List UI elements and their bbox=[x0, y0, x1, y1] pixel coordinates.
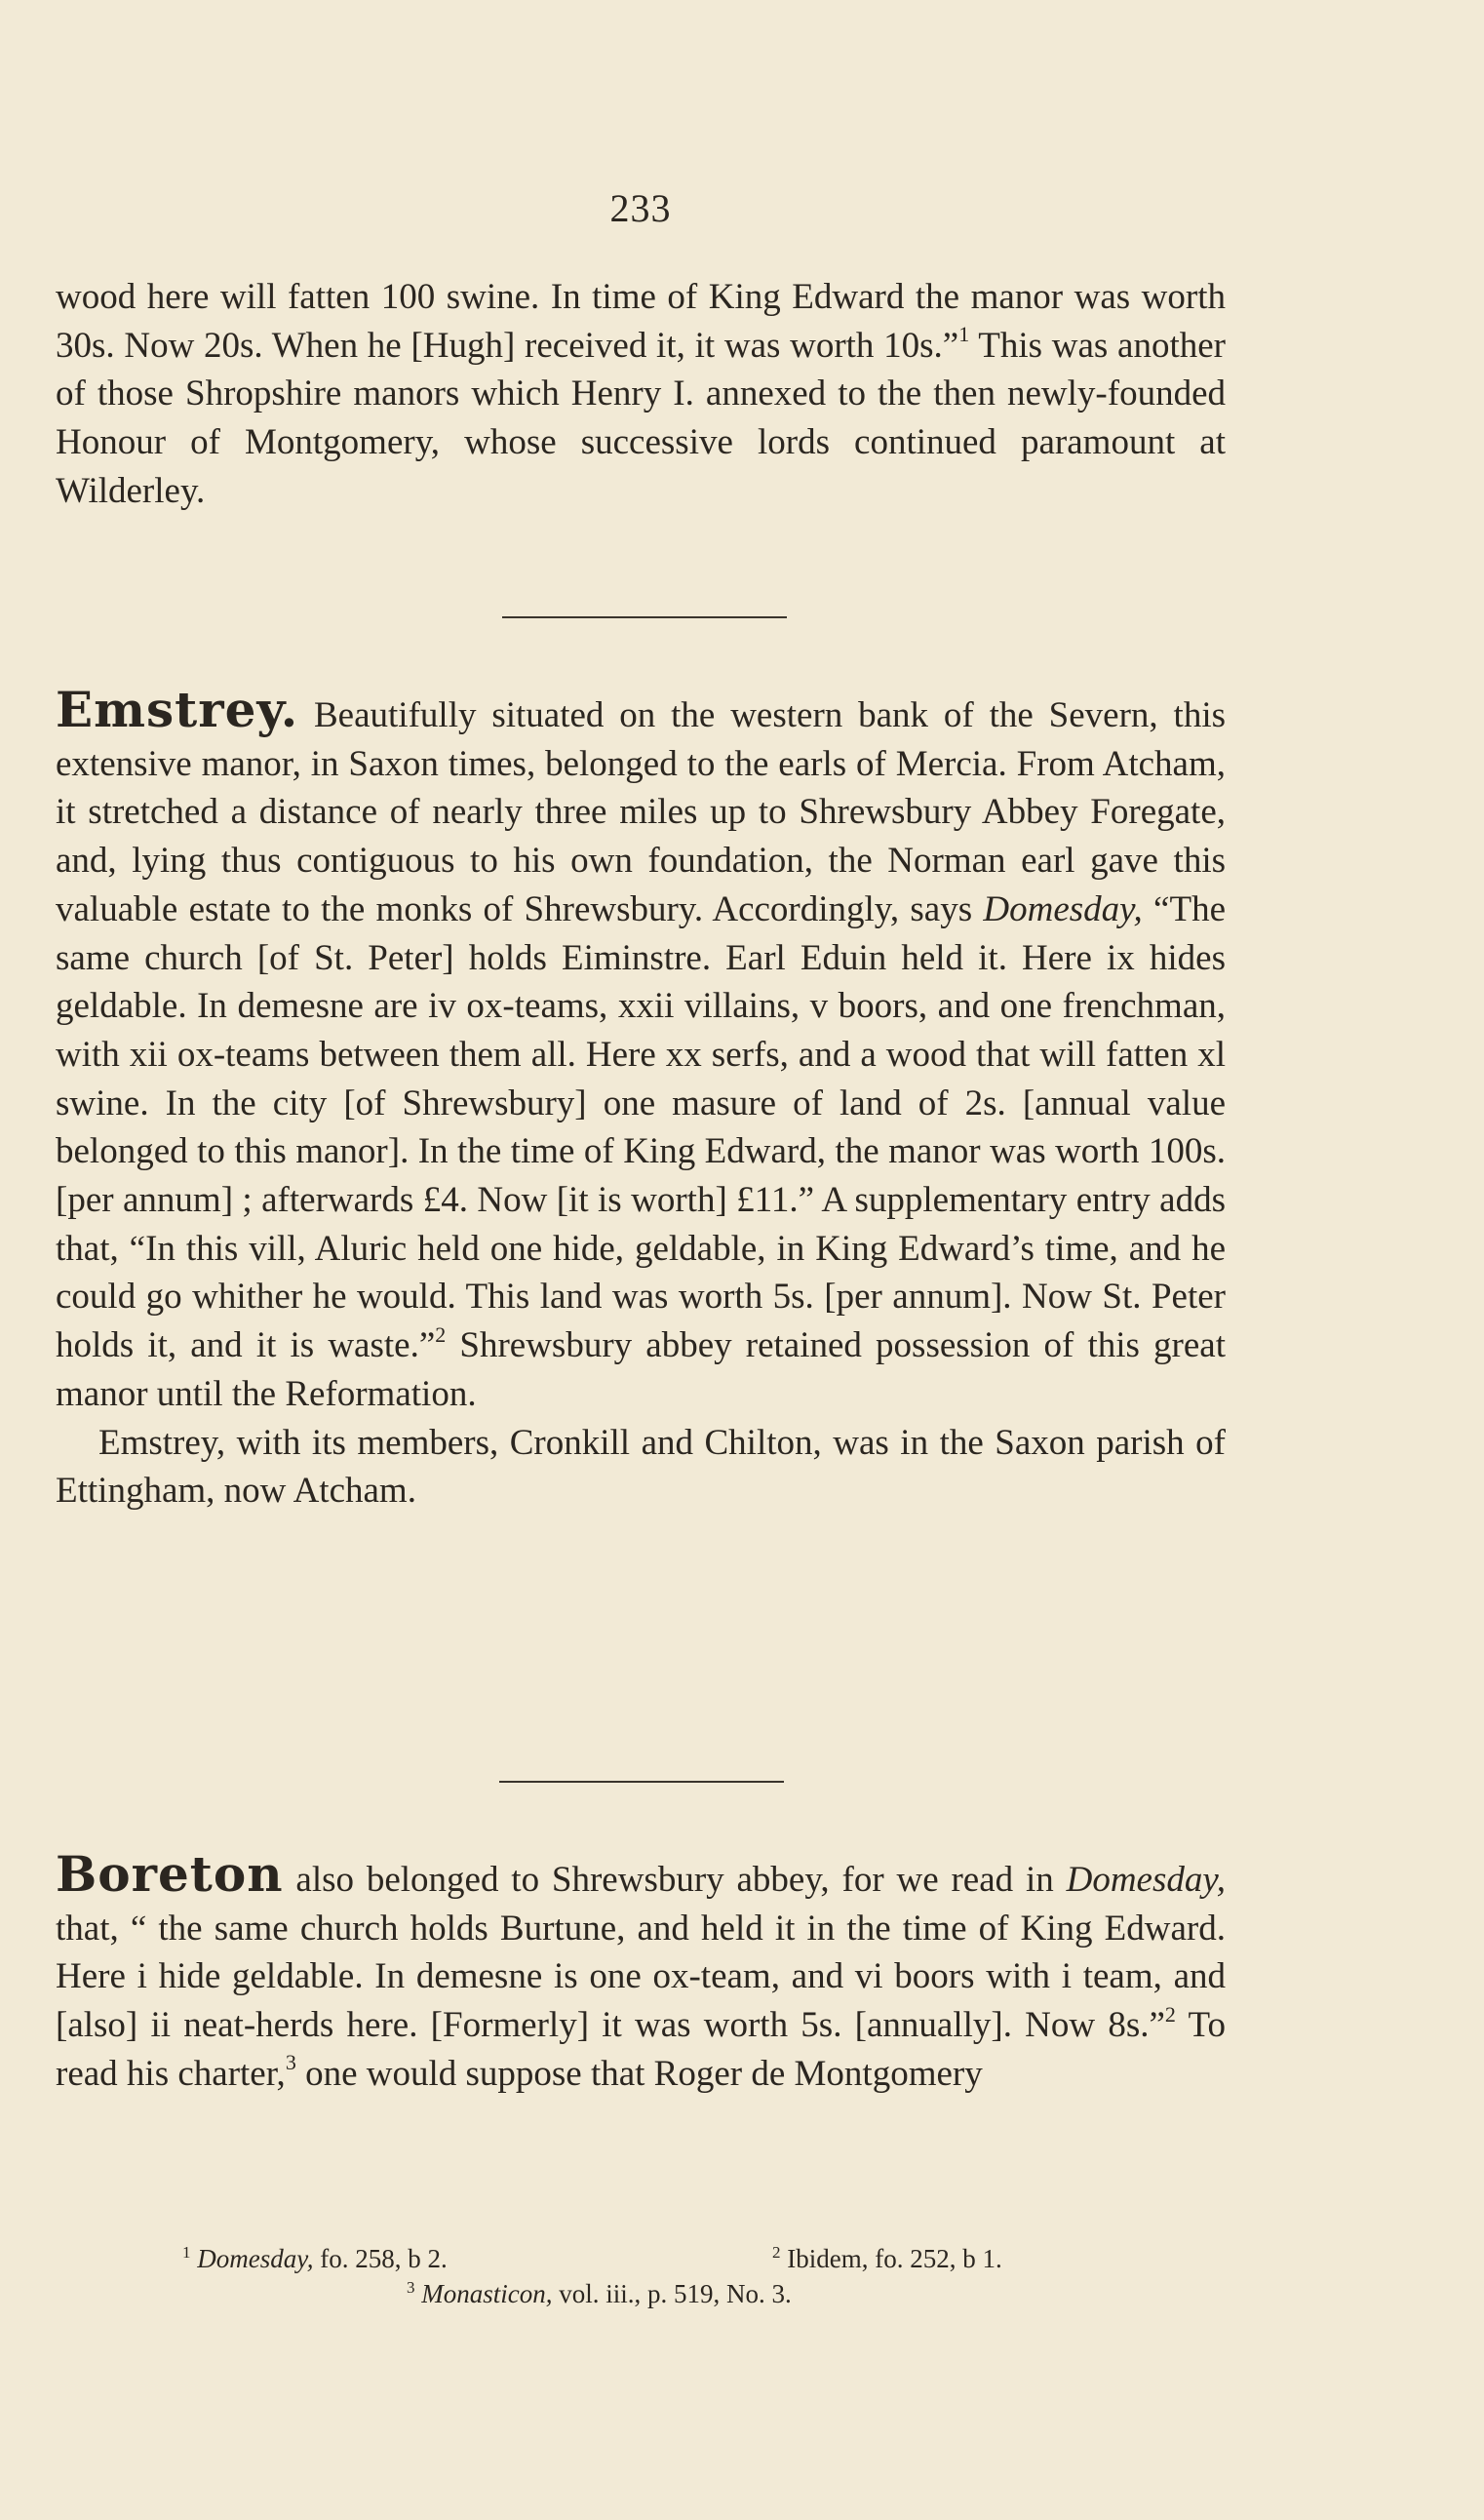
section-divider bbox=[502, 616, 787, 618]
paragraph-text: “The same church [of St. Peter] holds Eiminstre. Earl Eduin held it. Here ix hides geldable. In demesne are iv ox-teams, xxii villains, v boors, and one frenchman, with xii ox-teams between them all. Here xx serfs, and a wood that will fatten xl swine. In the city [of Shrewsbury] one masure of land of 2s. [annual value belonged to this manor]. In the time of King Edward, the manor was worth 100s. [per annum] ; afterwards £4. Now [it is worth] £11.” A supplementary entry adds that, “In this vill, Aluric held one hide, geldable, in King Edward’s time, and he could go whither he would. This land was worth 5s. [per annum]. Now St. Peter holds it, and it is waste.” bbox=[56, 888, 1226, 1366]
paragraph-emstrey bbox=[56, 681, 1226, 1419]
section-heading-boreton: Boreton bbox=[56, 1845, 284, 1903]
footnote-number-3: 3 bbox=[407, 2278, 415, 2297]
footnote-ref-2[interactable]: 2 bbox=[1164, 2001, 1176, 2027]
footnotes bbox=[182, 2241, 1157, 2311]
paragraph-text: This was another of those Shropshire manors which Henry I. annexed to the then newly-founded Honour of Montgomery, whose successive lords continued paramount at Wilderley. bbox=[56, 325, 1226, 511]
paragraph-text: Beautifully situated on the western bank of the Severn, this extensive manor, in Saxon times, belonged to the earls of Mercia. From Atcham, it stretched a distance of nearly three miles up to Shrewsbury Abbey Foregate, and, lying thus contiguous to his own foundation, the Norman earl gave this valuable estate to the monks of Shrewsbury. Accordingly, says bbox=[56, 695, 1226, 929]
domesday-citation: Domesday, bbox=[983, 888, 1143, 929]
footnote-ref-2[interactable]: 2 bbox=[435, 1321, 447, 1347]
paragraph-emstrey-members: Emstrey, with its members, Cronkill and Chilton, was in the Saxon parish of Ettingham, now Atcham. bbox=[56, 1422, 1226, 1512]
paragraph-text: To read his charter, bbox=[56, 2005, 1226, 2094]
footnote-line-2 bbox=[182, 2276, 1157, 2311]
paragraph-text: also belonged to Shrewsbury abbey, for we read in bbox=[283, 1860, 1067, 1900]
domesday-citation: Domesday, bbox=[1066, 1860, 1226, 1900]
footnote-number-2: 2 bbox=[772, 2243, 781, 2262]
footnote-number-1: 1 bbox=[182, 2243, 191, 2262]
footnote-3-ref: vol. iii., p. 519, No. 3. bbox=[552, 2279, 792, 2308]
footnote-line-1 bbox=[182, 2241, 1157, 2276]
footnote-1-ref: fo. 258, b 2. bbox=[313, 2244, 448, 2273]
section-heading-emstrey: Emstrey. bbox=[56, 681, 299, 738]
paragraph-text: that, “ the same church holds Burtune, and held it in the time of King Edward. Here i hide geldable. In demesne is one ox-team, and vi boors with i team, and [also] ii neat-herds here. [Formerly] it was worth 5s. [annually]. Now 8s.” bbox=[56, 1908, 1226, 2046]
page-number: 233 bbox=[609, 186, 672, 230]
footnote-2-text: Ibidem, fo. 252, b 1. bbox=[780, 2244, 1002, 2273]
footnote-3-title: Monasticon, bbox=[421, 2279, 553, 2308]
paragraph-wilderley bbox=[56, 273, 1226, 516]
footnote-ref-1[interactable]: 1 bbox=[958, 322, 970, 347]
footnote-2 bbox=[772, 2241, 1002, 2276]
paragraph-text: wood here will fatten 100 swine. In time of King Edward the manor was worth 30s. Now 20s. When he [Hugh] received it, it was worth 10s.” bbox=[56, 277, 1226, 366]
paragraph-text: one would suppose that Roger de Montgomery bbox=[295, 2053, 983, 2094]
paragraph-boreton bbox=[56, 1845, 1226, 2099]
footnote-ref-3[interactable]: 3 bbox=[285, 2050, 296, 2075]
footnote-1-title: Domesday, bbox=[197, 2244, 314, 2273]
section-emstrey bbox=[56, 681, 1226, 1516]
section-divider bbox=[499, 1781, 784, 1783]
paragraph-text: Shrewsbury abbey retained possession of this great manor until the Reformation. bbox=[56, 1325, 1226, 1414]
